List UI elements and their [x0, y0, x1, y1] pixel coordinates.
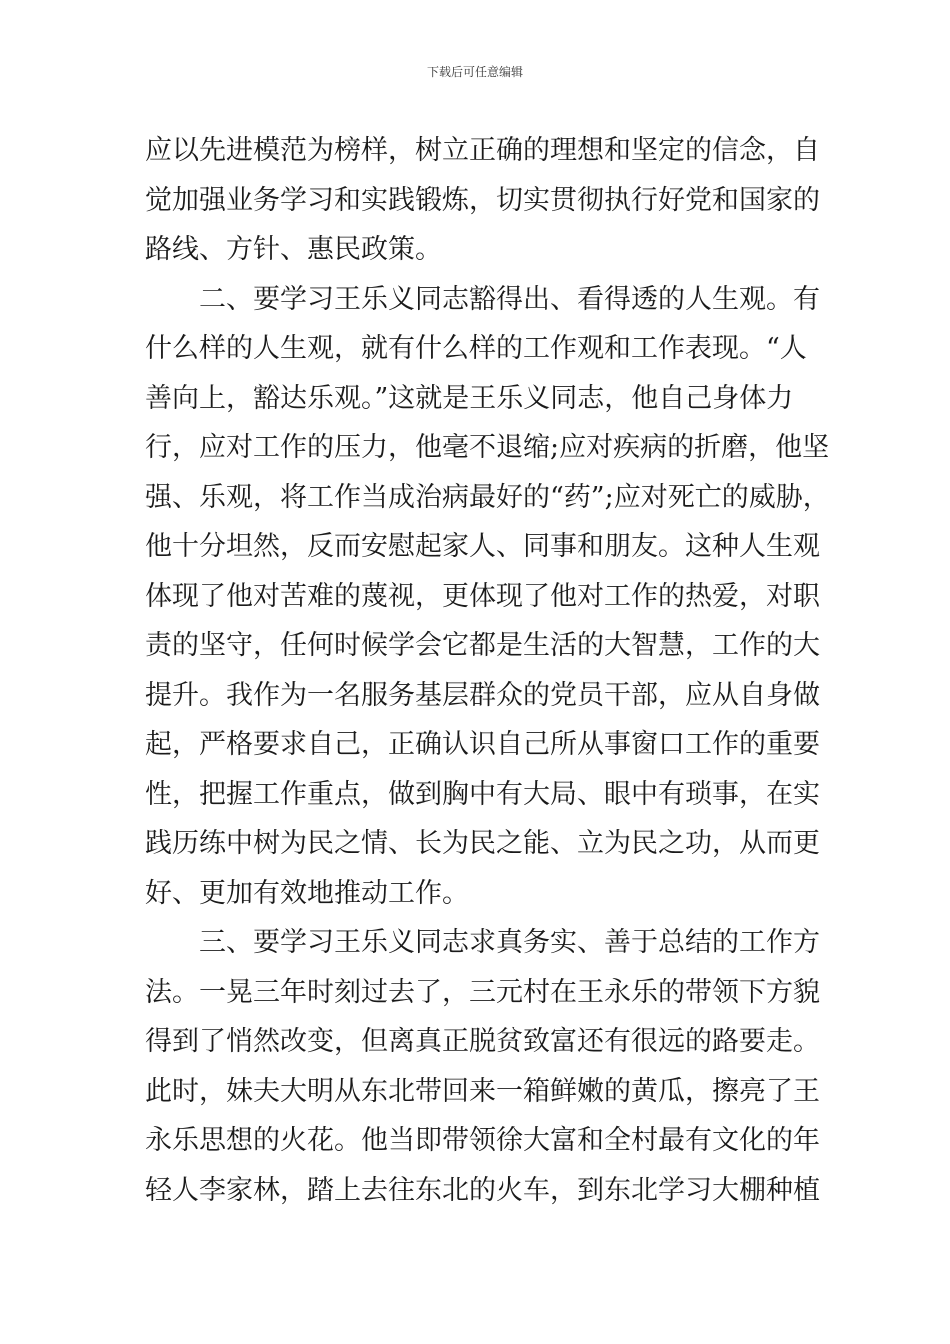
text-line: 路线、方针、惠民政策。: [145, 234, 442, 265]
text-line: 应以先进模范为榜样，树立正确的理想和坚定的信念，自: [145, 135, 820, 166]
text-line: 永乐思想的火花。他当即带领徐大富和全村最有文化的年: [145, 1125, 820, 1156]
text-line: 他十分坦然，反而安慰起家人、同事和朋友。这种人生观: [145, 531, 820, 562]
text-line: 三、要学习王乐义同志求真务实、善于总结的工作方: [145, 927, 820, 958]
text-line: 什么样的人生观，就有什么样的工作观和工作表现。“人: [145, 333, 807, 364]
text-line: 性，把握工作重点，做到胸中有大局、眼中有琐事，在实: [145, 778, 820, 810]
text-line: 起，严格要求自己，正确认识自己所从事窗口工作的重要: [145, 729, 820, 760]
text-line: 法。一晃三年时刻过去了，三元村在王永乐的带领下方貌: [145, 976, 820, 1008]
document-body: [145, 126, 830, 1215]
text-line: 责的坚守，任何时候学会它都是生活的大智慧，工作的大: [145, 630, 820, 661]
text-line: 轻人李家林，踏上去往东北的火车，到东北学习大棚种植: [145, 1174, 820, 1206]
text-line: 得到了悄然改变，但离真正脱贫致富还有很远的路要走。: [145, 1026, 820, 1057]
text-line: 好、更加有效地推动工作。: [145, 877, 469, 909]
text-line: 提升。我作为一名服务基层群众的党员干部，应从自身做: [145, 679, 820, 711]
text-line: 此时，妹夫大明从东北带回来一箱鲜嫩的黄瓜，擦亮了王: [145, 1075, 820, 1107]
text-line: 体现了他对苦难的蔑视，更体现了他对工作的热爱，对职: [145, 580, 820, 612]
text-line: 二、要学习王乐义同志豁得出、看得透的人生观。有: [145, 283, 820, 315]
text-line: 觉加强业务学习和实践锻炼，切实贯彻执行好党和国家的: [145, 184, 820, 216]
text-line: 行，应对工作的压力，他毫不退缩;应对疾病的折磨，他坚: [145, 432, 830, 463]
text-line: 善向上，豁达乐观。”这就是王乐义同志，他自己身体力: [145, 382, 794, 414]
text-line: 强、乐观，将工作当成治病最好的“药”;应对死亡的威胁，: [145, 481, 830, 513]
page-header: 下载后可任意编辑: [426, 65, 523, 79]
text-line: 践历练中树为民之情、长为民之能、立为民之功，从而更: [145, 828, 820, 859]
